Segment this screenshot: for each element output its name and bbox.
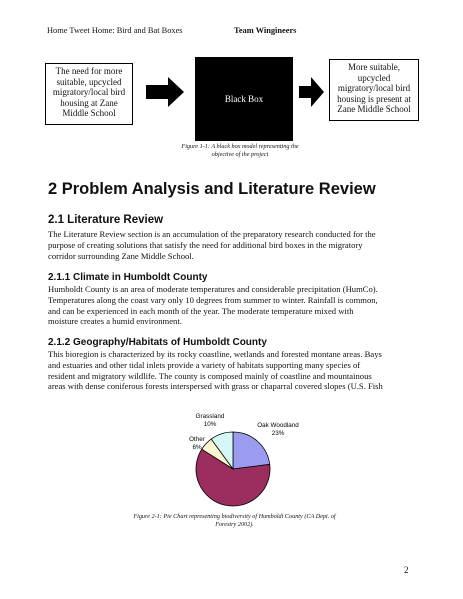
need-line: housing at Zane <box>60 97 118 108</box>
climate-heading: 2.1.1 Climate in Humboldt County <box>48 272 208 283</box>
page-number: 2 <box>404 565 409 575</box>
pie-percent-label: 10% <box>203 421 217 428</box>
paragraph-line: This bioregion is characterized by its rocky coastline, wetlands and forested montane areas. Bays <box>48 349 382 359</box>
paragraph-line: resident and migratory wildlife. The county is composed mainly of coastline and mountainous <box>48 370 372 381</box>
figure-2-caption <box>127 513 342 528</box>
caption-line: Figure 2-1: Pie Chart representing biodiversity of Humboldt County (CA Dept. of <box>133 513 336 520</box>
need-line: The need for more <box>55 66 123 76</box>
biodiversity-pie-chart <box>160 405 320 515</box>
pie-label: Oak Woodland <box>257 422 299 429</box>
paragraph-line: purpose of creating solutions that satisfy the need for additional bird boxes in the migratory <box>48 239 363 250</box>
section-heading: 2 Problem Analysis and Literature Review <box>48 180 376 198</box>
paragraph-line: Humboldt County is an area of moderate temperatures and considerable precipitation (HumCo). <box>48 284 378 294</box>
outcome-line: Zane Middle School <box>337 104 411 114</box>
paragraph-line: areas with dense coniferous forests interspersed with grass or chaparral covered slopes (U.S. Fish <box>48 381 383 392</box>
paragraph-line: and can be experienced in each month of the year. The moderate temperature mixed with <box>48 305 354 316</box>
need-line: Middle School <box>62 108 116 118</box>
geography-paragraph <box>48 349 420 392</box>
outcome-line: upcycled <box>357 72 391 83</box>
need-line: migratory/local bird <box>52 87 126 97</box>
black-box <box>195 57 293 141</box>
pie-slice-oak-woodland <box>233 432 270 469</box>
figure-1-caption <box>170 143 310 158</box>
caption-line: Forestry 2002). <box>215 520 254 528</box>
header-title: Home Tweet Home: Bird and Bat Boxes <box>47 26 183 35</box>
outcome-line: migratory/local bird <box>337 83 411 93</box>
paragraph-line: and estuaries and other tidal inlets provide a variety of habitats supporting many species of <box>48 359 361 370</box>
pie-percent-label: 23% <box>271 430 285 437</box>
lit-review-paragraph <box>48 229 420 261</box>
climate-paragraph <box>48 284 420 327</box>
caption-line: objective of the project <box>211 150 269 158</box>
paragraph-line: The Literature Review section is an accumulation of the preparatory research conducted for the <box>48 229 376 239</box>
paragraph-line: corridor surrounding Zane Middle School. <box>48 250 194 261</box>
lit-review-heading: 2.1 Literature Review <box>48 214 164 226</box>
black-box-label: Black Box <box>224 94 264 104</box>
caption-line: Figure 1-1: A black box model representing the <box>181 143 299 150</box>
outcome-box <box>329 59 419 121</box>
outcome-line: More suitable, <box>348 62 400 72</box>
pie-percent-label: 6% <box>192 444 202 451</box>
header-team: Team Wingineers <box>234 26 297 35</box>
left-arrow-icon <box>146 77 184 107</box>
paragraph-line: Temperatures along the coast vary only 10 degrees from summer to winter. Rainfall is common, <box>48 294 378 305</box>
geography-heading: 2.1.2 Geography/Habitats of Humboldt County <box>48 337 267 348</box>
pie-label: Other <box>189 436 205 443</box>
pie-chart-svg <box>160 405 320 515</box>
pie-label: Grassland <box>195 413 225 420</box>
need-line: suitable, upcycled <box>56 76 122 87</box>
need-box <box>45 63 133 125</box>
right-arrow-icon <box>299 77 324 107</box>
paragraph-line: moisture creates a humid environment. <box>48 316 182 327</box>
outcome-line: housing is present at <box>337 93 411 104</box>
